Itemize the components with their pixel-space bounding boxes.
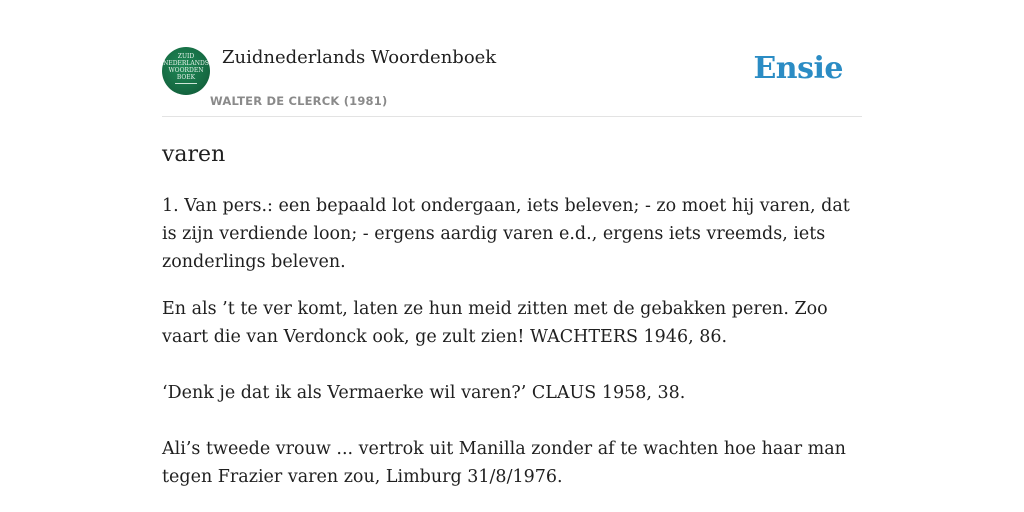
dictionary-author: WALTER DE CLERCK (1981)	[210, 94, 388, 108]
dictionary-logo[interactable]	[162, 47, 210, 95]
page-content	[162, 0, 862, 487]
logo-text	[162, 53, 210, 84]
logo-line: BOEK	[176, 74, 196, 81]
logo-line: WOORDEN	[168, 67, 204, 74]
entry-definition: 1. Van pers.: een bepaald lot ondergaan, iets beleven; - zo moet hij varen, dat is zijn verdiende loon; - ergens aardig varen e.d., ergens iets vreemds, iets zonderlings beleven.	[162, 196, 850, 272]
entry-headword: varen	[162, 142, 226, 167]
dictionary-title-link[interactable]: Zuidnederlands Woordenboek	[222, 47, 497, 68]
ensie-brand-logo[interactable]: Ensie	[753, 51, 843, 86]
entry-quote: En als ’t te ver komt, laten ze hun meid zitten met de gebakken peren. Zoo vaart die van Verdonck ook, ge zult zien! WACHTERS 1946, 86.	[162, 299, 828, 347]
entry-quote: Ali’s tweede vrouw ... vertrok uit Manilla zonder af te wachten hoe haar man tegen Frazier varen zou, Limburg 31/8/1976.	[162, 439, 846, 487]
logo-line: NEDERLANDS	[163, 60, 209, 67]
dictionary-header	[162, 0, 862, 117]
logo-rule	[175, 83, 197, 84]
logo-line: ZUID	[177, 53, 195, 60]
entry-quote: ‘Denk je dat ik als Vermaerke wil varen?’ CLAUS 1958, 38.	[162, 383, 686, 403]
